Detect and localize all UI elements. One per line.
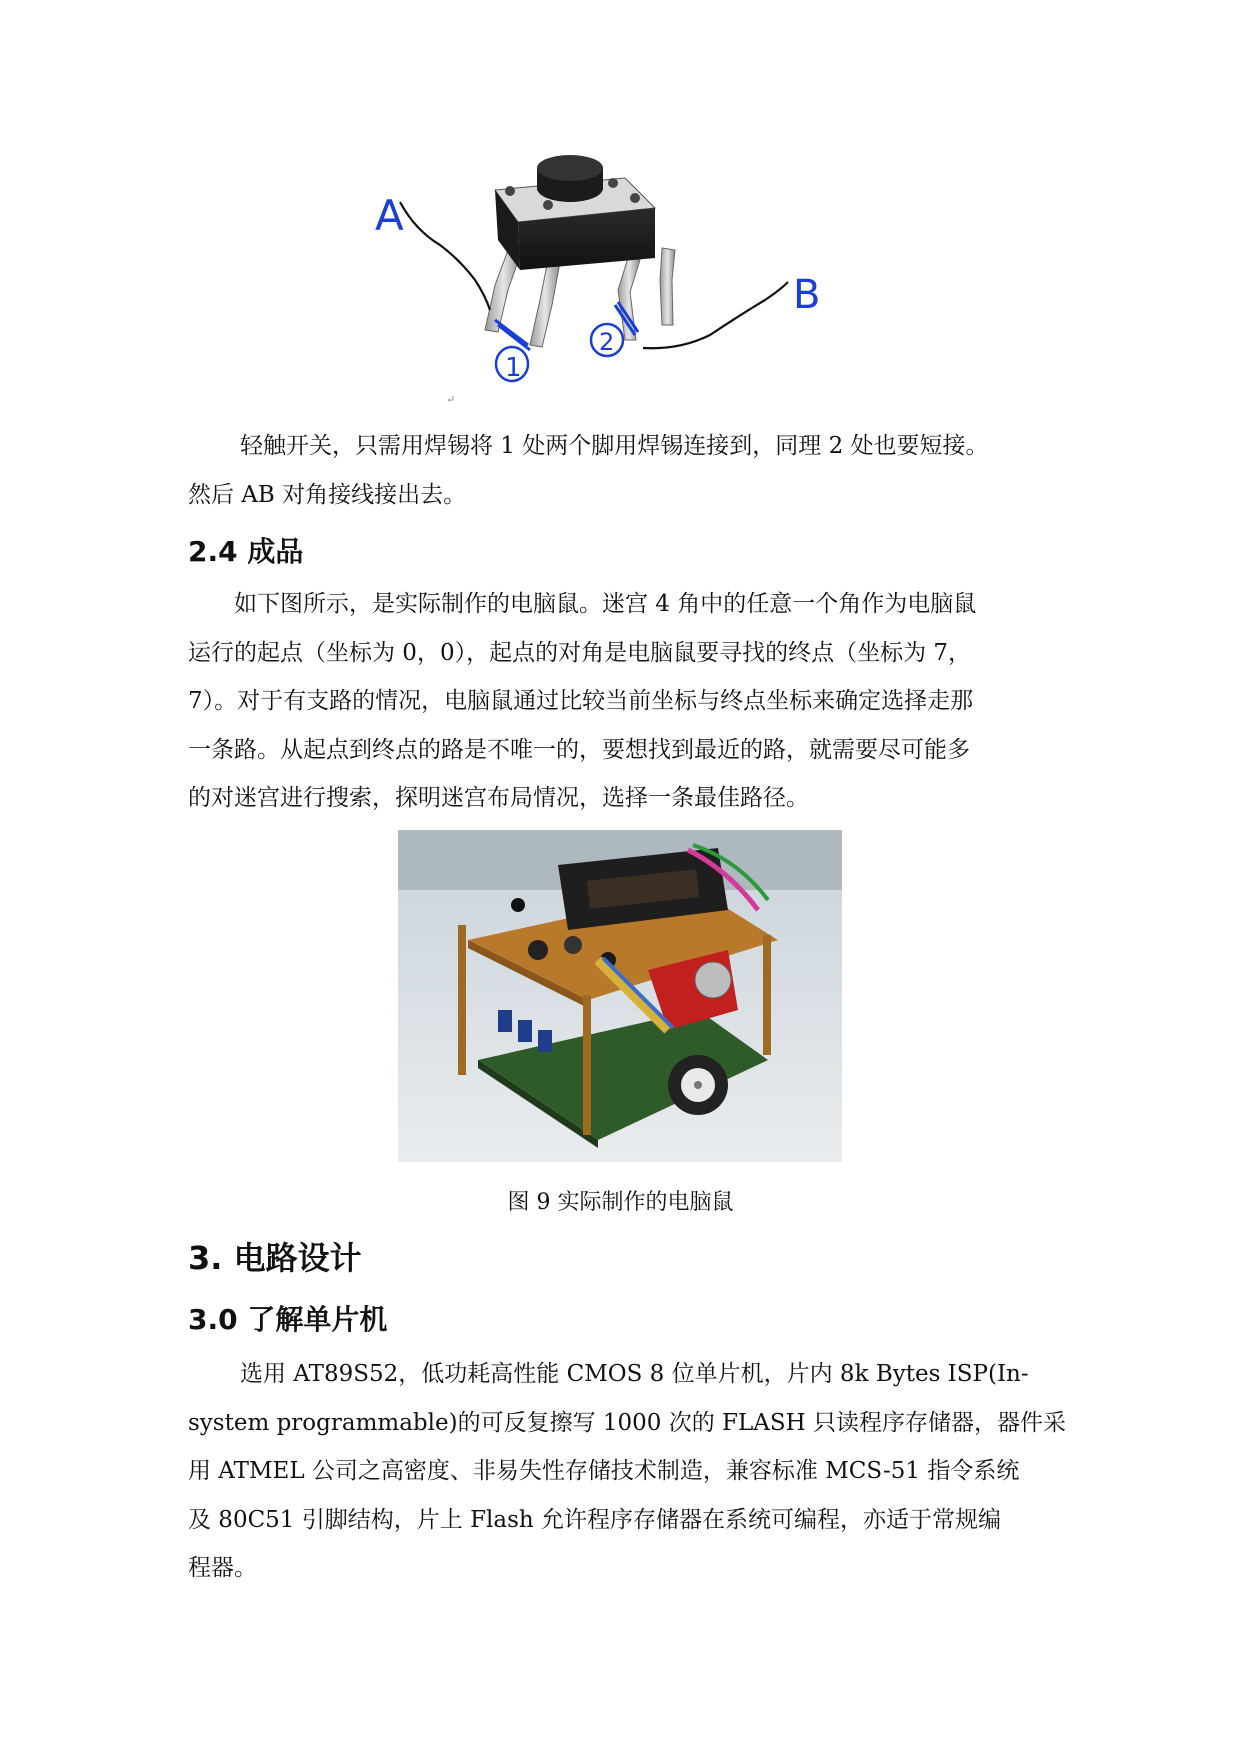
switch-body — [495, 155, 655, 270]
text-line: 轻触开关，只需用焊锡将 1 处两个脚用焊锡连接到，同理 2 处也要短接。 — [240, 433, 989, 459]
text-line: 程器。 — [188, 1555, 257, 1581]
section-heading-3-0: 3.0 了解单片机 — [188, 1303, 388, 1336]
figure-9-caption: 图 9 实际制作的电脑鼠 — [507, 1190, 734, 1215]
label-2: 2 — [599, 328, 615, 356]
section-heading-3: 3. 电路设计 — [188, 1239, 362, 1277]
switch-description — [188, 422, 1068, 519]
mcu-description — [188, 1350, 1068, 1593]
text-line: 7）。对于有支路的情况，电脑鼠通过比较当前坐标与终点坐标来确定选择走那 — [188, 688, 974, 714]
text-line: 如下图所示，是实际制作的电脑鼠。迷宫 4 角中的任意一个角作为电脑鼠 — [234, 591, 977, 617]
text-line: 及 80C51 引脚结构，片上 Flash 允许程序存储器在系统可编程，亦适于常规编 — [188, 1506, 1002, 1533]
tact-switch-figure — [375, 150, 850, 400]
text-line: 的对迷宫进行搜索，探明迷宫布局情况，选择一条最佳路径。 — [188, 785, 809, 811]
label-a: A — [375, 191, 404, 240]
text-line: 选用 AT89S52，低功耗高性能 CMOS 8 位单片机，片内 8k Bytes ISP(In- — [240, 1361, 1029, 1387]
text-line: 一条路。从起点到终点的路是不唯一的，要想找到最近的路，就需要尽可能多 — [188, 736, 970, 763]
text-line: system programmable)的可反复擦写 1000 次的 FLASH 只读程序存储器，器件采 — [188, 1409, 1066, 1436]
text-line: 然后 AB 对角接线接出去。 — [188, 481, 467, 508]
label-b: B — [793, 272, 821, 318]
micromouse-photo — [398, 830, 842, 1162]
paragraph-return-mark: ↵ — [446, 393, 456, 406]
section-heading-2-4: 2.4 成品 — [188, 535, 304, 568]
finished-product-description — [188, 580, 1068, 823]
text-line: 运行的起点（坐标为 0，0），起点的对角是电脑鼠要寻找的终点（坐标为 7， — [188, 639, 972, 666]
text-line: 用 ATMEL 公司之高密度、非易失性存储技术制造，兼容标准 MCS-51 指令系统 — [188, 1458, 1020, 1484]
label-1: 1 — [505, 353, 522, 383]
